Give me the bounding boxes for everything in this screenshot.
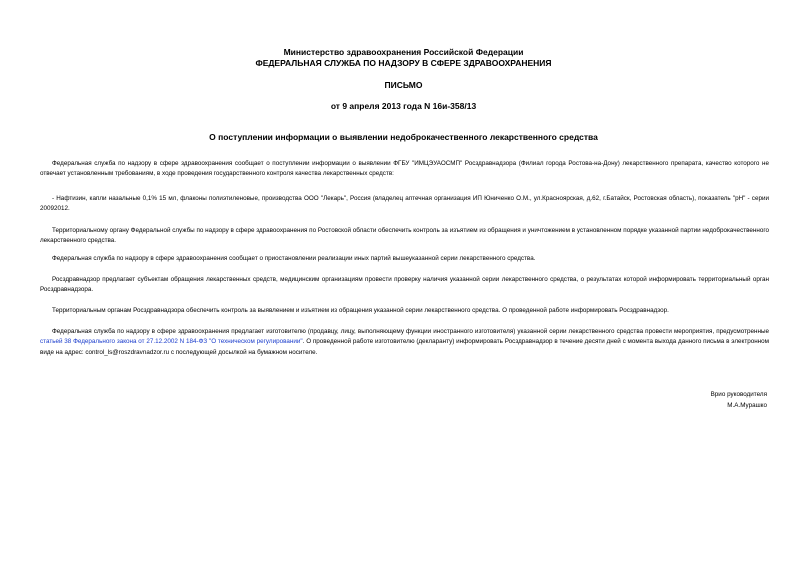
paragraph-2: - Нафтизин, капли назальные 0,1% 15 мл, флаконы полиэтиленовые, производства ООО "Лекарь", Россия (владелец аптечная организация ИП Юниченко О.М., ул.Красноярская, д.62, г.Батайск, Ростовская область), показатель "pH" - серии 20092012. [40,195,769,213]
signatory-name: М.А.Мурашко [727,402,767,409]
date-and-number: от 9 апреля 2013 года N 16и-358/13 [330,101,477,111]
paragraph-3: Территориальному органу Федеральной службы по надзору в сфере здравоохранения по Ростовской области обеспечить контроль за изъятием из обращения и уничтожением в установленном порядке указанной партии недоброкачественного лекарственного средства. [40,227,769,245]
paragraph-5: Росздравнадзор предлагает субъектам обращения лекарственных средств, медицинским организациям провести проверку наличия указанной серии лекарственного средства, о результатах которой информировать территориальный орган Росздравнадзора. [40,276,769,294]
paragraph-7-text-start: Федеральная служба по надзору в сфере здравоохранения предлагает изготовителю (продавцу, лицу, выполняющему функции иностранного изготовителя) указанной серии лекарственного средства провести мероприятия, предусмотренные [52,328,769,335]
document-type: ПИСЬМО [384,80,423,90]
paragraph-4: Федеральная служба по надзору в сфере здравоохранения сообщает о приостановлении реализации иных партий вышеуказанной серии лекарственного средства. [52,255,536,262]
paragraph-7-text-end: . О проведенной работе изготовителю (декларанту) информировать Росздравнадзор в течение десяти дней с момента выхода данного письма в электронном виде на адрес: control_ls@roszdravnadzor.ru с последующей досылкой на бумажном носителе. [40,338,769,356]
document-title: О поступлении информации о выявлении недоброкачественного лекарственного средства [209,132,598,142]
paragraph-7 [40,327,769,358]
ministry-name: Министерство здравоохранения Российской Федерации [283,47,524,57]
paragraph-6: Территориальным органам Росздравнадзора обеспечить контроль за выявлением и изъятием из обращения указанной серии лекарственного средства. О проведенной работе информировать Росздравнадзор. [52,307,669,314]
paragraph-1: Федеральная служба по надзору в сфере здравоохранения сообщает о поступлении информации о выявлении ФГБУ "ИМЦЭУАОСМП" Росздравнадзора (Филиал города Ростова-на-Дону) лекарственного препарата, качество которого не отвечает установленным требованиям, в ходе проведения государственного контроля качества лекарственных средств: [40,160,769,178]
signatory-position: Врио руководителя [710,391,767,398]
law-article-link[interactable]: статьей 38 Федерального закона от 27.12.2002 N 184-ФЗ "О техническом регулировании" [40,338,303,346]
service-name: ФЕДЕРАЛЬНАЯ СЛУЖБА ПО НАДЗОРУ В СФЕРЕ ЗДРАВООХРАНЕНИЯ [255,58,552,68]
